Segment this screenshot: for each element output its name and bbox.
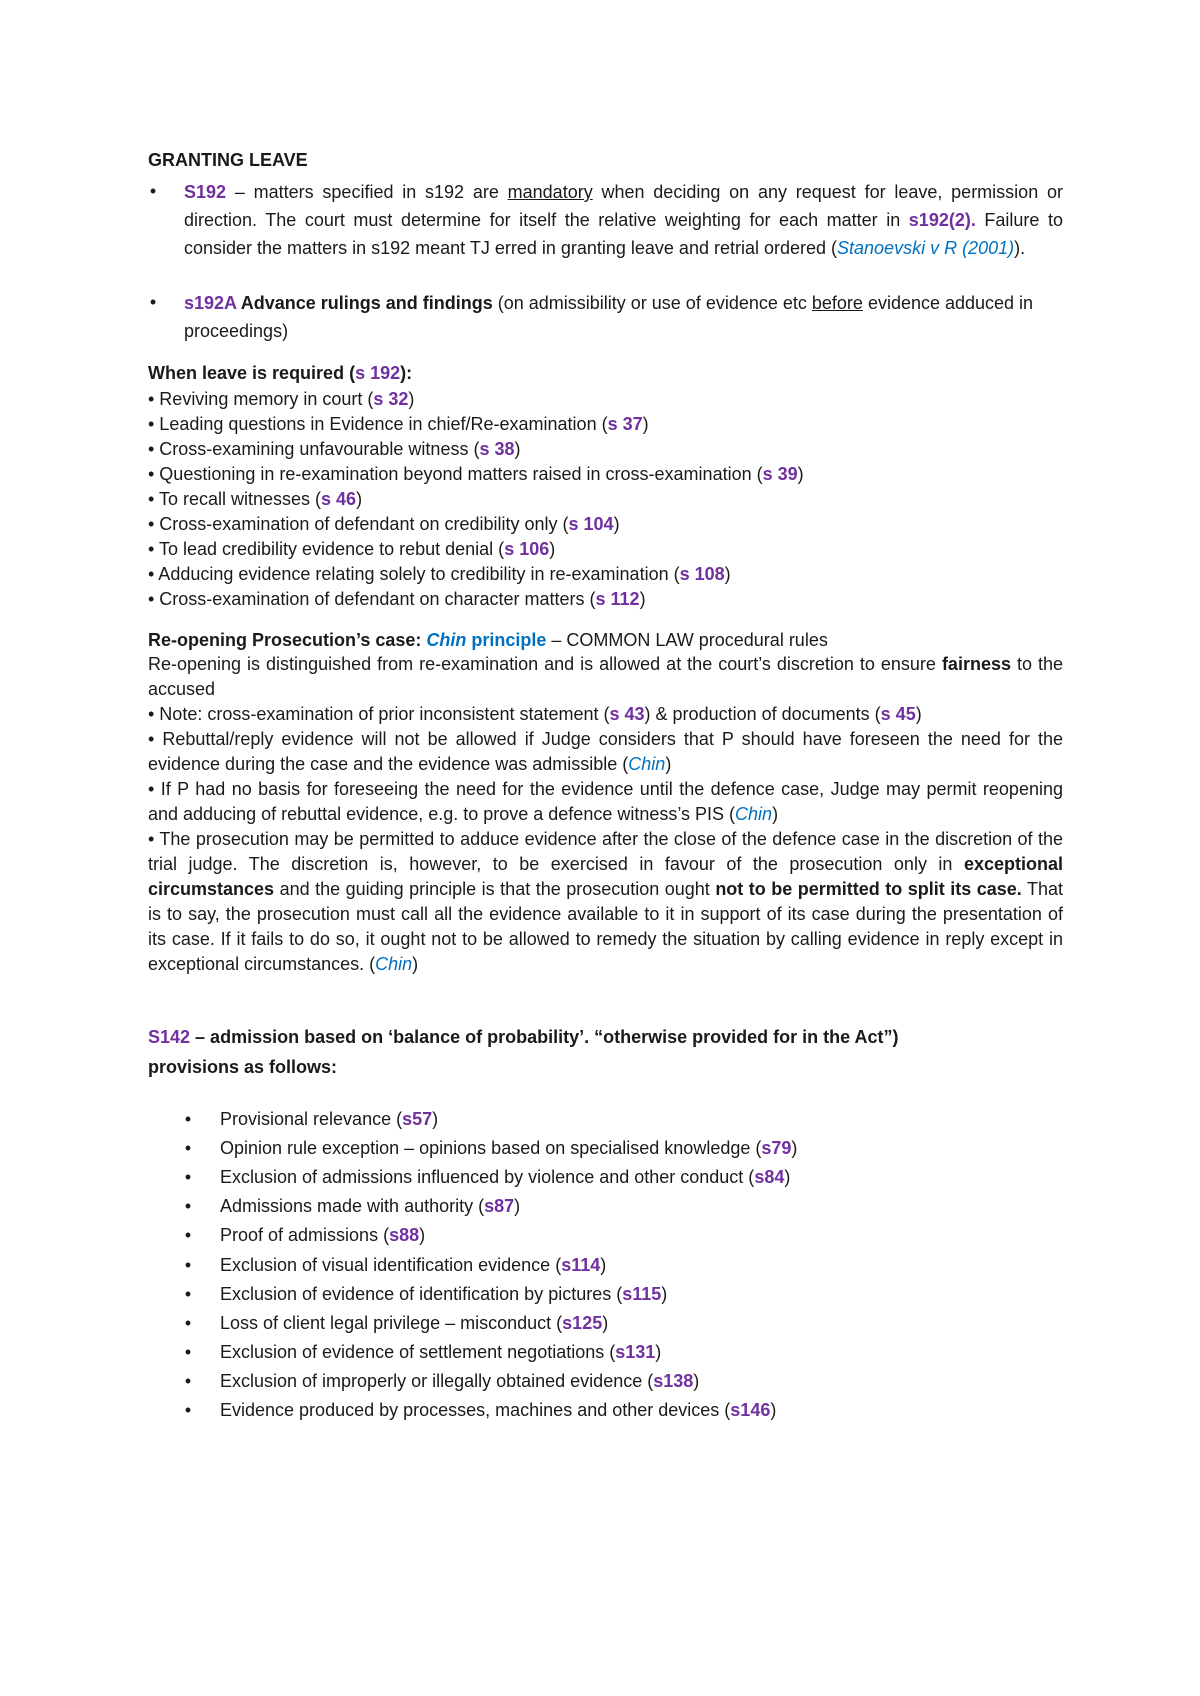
bullet-dot: • <box>184 1312 192 1333</box>
section-ref: s 39 <box>762 464 798 484</box>
reopen-note: • Note: cross-examination of prior inconsistent statement (s 43) & production of documents (s 45) <box>148 704 922 724</box>
section-ref: s57 <box>402 1109 433 1129</box>
case-citation: Chin <box>735 804 773 824</box>
section-ref: s131 <box>615 1341 656 1362</box>
section-ref: s192A <box>184 293 237 313</box>
bullet-dot: • <box>184 1370 192 1391</box>
bullet-dot: • <box>184 1167 192 1188</box>
bullet-dot: • <box>184 1196 192 1217</box>
s142-list-item: • Opinion rule exception – opinions based on specialised knowledge (s79) <box>0 1135 1200 1162</box>
section-ref: s 104 <box>568 514 614 534</box>
s142-list-item: • Exclusion of admissions influenced by violence and other conduct (s84) <box>0 1164 1200 1191</box>
s142-list-item: • Exclusion of evidence of identification by pictures (s115) <box>0 1281 1200 1308</box>
paragraph-s192: S192 – matters specified in s192 are mandatory when deciding on any request for leave, permission or direction. The court must determine for itself the relative weighting for each matter in s192(2). Failure to consider the matters in s192 meant TJ erred in granting leave and retrial ordered (Stanoevski v R (2001)). <box>184 182 1063 258</box>
leave-list-item: • Cross-examination of defendant on credibility only (s 104) <box>148 514 620 534</box>
bullet-dot: • <box>184 1283 192 1304</box>
leave-title: When leave is required (s 192): <box>148 363 413 383</box>
section-ref: s84 <box>754 1167 785 1188</box>
bullet-dot: • <box>184 1138 192 1159</box>
section-ref: s 37 <box>607 414 643 434</box>
section-ref: s 108 <box>679 564 725 584</box>
section-ref: s 112 <box>595 589 640 609</box>
reopen-prosecution: • The prosecution may be permitted to adduce evidence after the close of the defence case in the discretion of the trial judge. The discretion is, however, to be exercised in favour of the prosecution only in exceptional circumstances and the guiding principle is that the prosecution ought not to be permitted to split its case. That is to say, the prosecution must call all the evidence available to it in support of its case during the presentation of its case. If it fails to do so, it ought not to be allowed to remedy the situation by calling evidence in reply except in exceptional circumstances. (Chin) <box>148 829 1063 974</box>
leave-list-item: • Cross-examining unfavourable witness (s 38) <box>148 439 521 459</box>
section-ref: S192 <box>184 182 227 202</box>
case-citation: Chin <box>375 954 413 974</box>
section-ref: s114 <box>561 1254 601 1275</box>
section-ref: s79 <box>761 1138 792 1159</box>
bullet-dot: • <box>184 1109 192 1129</box>
reopen-rebuttal: • Rebuttal/reply evidence will not be allowed if Judge considers that P should have foreseen the need for the evidence during the case and the evidence was admissible (Chin) <box>148 729 1063 774</box>
bullet-dot: • <box>184 1254 192 1275</box>
reopen-body <box>148 652 1063 977</box>
s142-list-item: • Loss of client legal privilege – misconduct (s125) <box>0 1310 1200 1337</box>
section-ref: s87 <box>484 1196 515 1217</box>
reopen-intro: Re-opening is distinguished from re-examination and is allowed at the court’s discretion to ensure fairness to the accused <box>148 654 1063 699</box>
s142-list-item: • Provisional relevance (s57) <box>0 1106 1200 1133</box>
section-ref: s 106 <box>504 539 550 559</box>
reopen-no-basis: • If P had no basis for foreseeing the need for the evidence until the defence case, Judge may permit reopening and adducing of rebuttal evidence, e.g. to prove a defence witness’s PIS (Chin) <box>148 779 1063 824</box>
bullet-dot: • <box>149 181 157 201</box>
leave-list-item: • Cross-examination of defendant on character matters (s 112) <box>148 589 646 609</box>
section-ref: s115 <box>622 1283 662 1304</box>
section-ref: s88 <box>389 1225 420 1246</box>
bullet-dot: • <box>184 1225 192 1246</box>
section-ref: s138 <box>653 1370 694 1391</box>
section-ref: s 32 <box>373 389 409 409</box>
section-ref: s125 <box>562 1312 603 1333</box>
s142-list-item: • Exclusion of evidence of settlement negotiations (s131) <box>0 1339 1200 1366</box>
s142-list-item: • Exclusion of visual identification evidence (s114) <box>0 1252 1200 1279</box>
section-ref: s192(2). <box>908 210 976 230</box>
leave-list-item: • To recall witnesses (s 46) <box>148 489 363 509</box>
section-ref: S142 <box>148 1027 191 1047</box>
section-ref: s 38 <box>479 439 515 459</box>
leave-list-item: • Questioning in re-examination beyond matters raised in cross-examination (s 39) <box>148 464 804 484</box>
s142-list-item: • Proof of admissions (s88) <box>0 1222 1200 1249</box>
bullet-dot: • <box>149 292 157 312</box>
s142-list-item: • Admissions made with authority (s87) <box>0 1193 1200 1220</box>
section-ref: s146 <box>730 1400 771 1420</box>
leave-list-item: • Adducing evidence relating solely to credibility in re-examination (s 108) <box>148 564 731 584</box>
leave-list-item: • Leading questions in Evidence in chief/Re-examination (s 37) <box>148 414 649 434</box>
heading-granting-leave: GRANTING LEAVE <box>148 150 308 170</box>
case-citation: Chin <box>628 754 666 774</box>
bullet-dot: • <box>184 1400 192 1420</box>
reopen-title: Re-opening Prosecution’s case: Chin principle – COMMON LAW procedural rules <box>148 630 828 650</box>
case-citation: Stanoevski v R (2001) <box>837 238 1015 258</box>
leave-list-item: • To lead credibility evidence to rebut denial (s 106) <box>148 539 556 559</box>
s142-list-item: • Exclusion of improperly or illegally obtained evidence (s138) <box>0 1368 1200 1395</box>
s142-heading: S142 – admission based on ‘balance of probability’. “otherwise provided for in the Act”) provisions as follows: <box>148 1027 899 1077</box>
s142-list-item: • Evidence produced by processes, machines and other devices (s146) <box>0 1397 1200 1424</box>
paragraph-s192a: s192A Advance rulings and findings (on admissibility or use of evidence etc before evidence adduced in proceedings) <box>184 293 1034 341</box>
bullet-dot: • <box>184 1341 192 1362</box>
case-citation: Chin <box>426 630 467 650</box>
section-ref: s 46 <box>321 489 357 509</box>
leave-list <box>148 387 1063 612</box>
leave-list-item: • Reviving memory in court (s 32) <box>148 389 415 409</box>
